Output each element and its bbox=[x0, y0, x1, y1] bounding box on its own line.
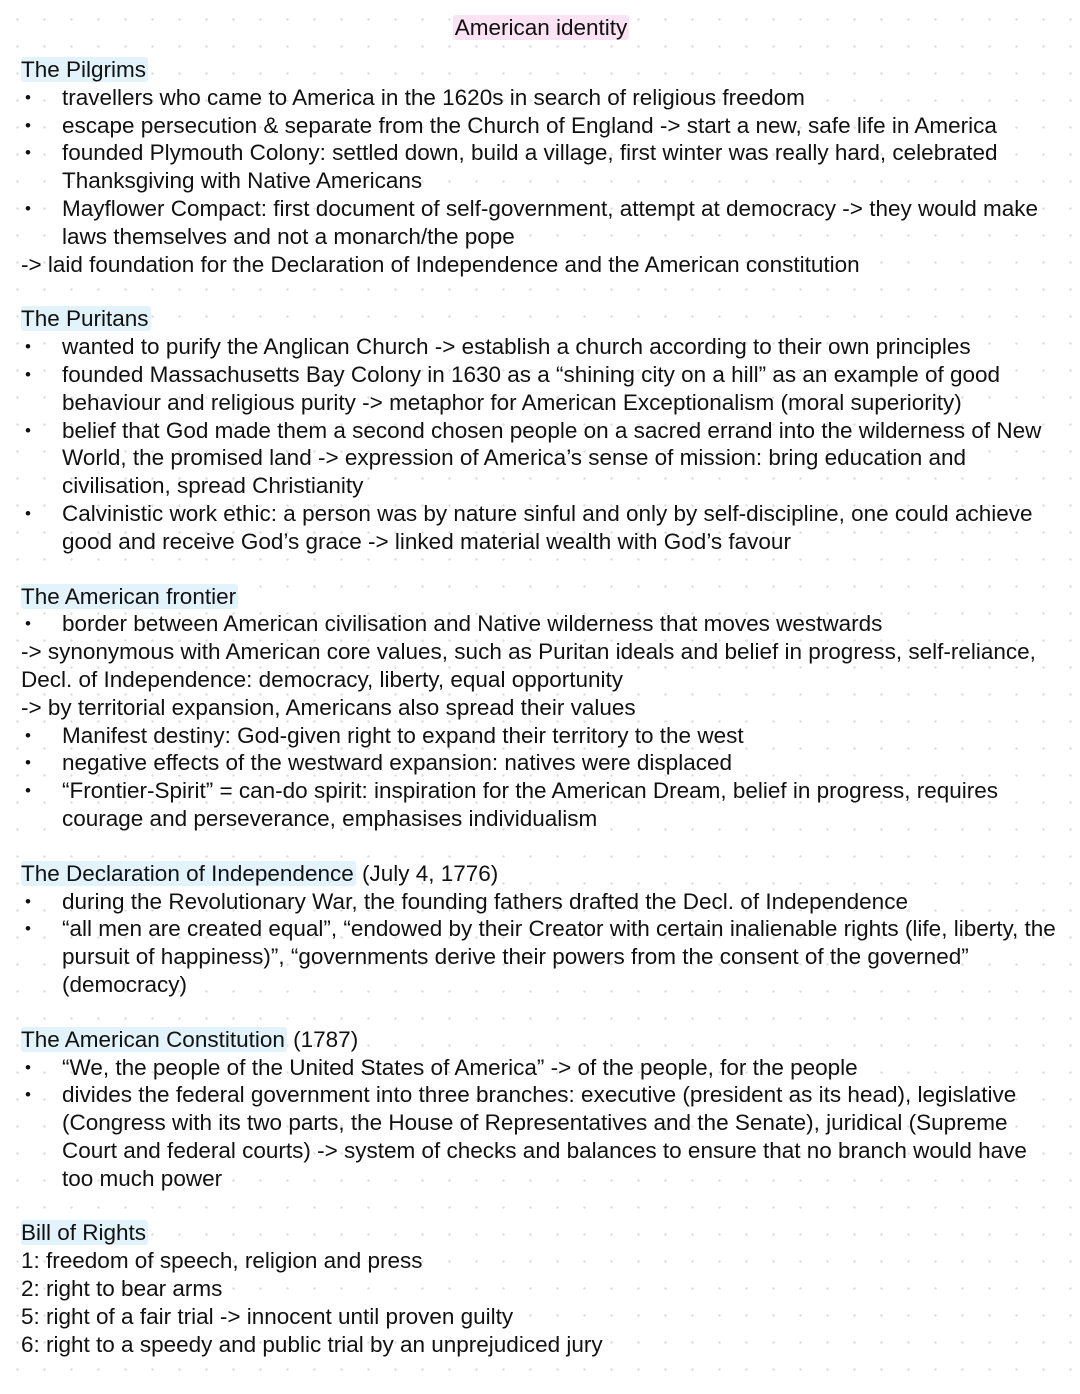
rights-line: 5: right of a fair trial -> innocent until proven guilty bbox=[21, 1303, 514, 1329]
list-item: • Mayflower Compact: first document of self-government, attempt at democracy -> they would make laws themselves and not a monarch/the pope bbox=[21, 195, 1061, 251]
list-item: • belief that God made them a second chosen people on a sacred errand into the wilderness of New World, the promised land -> expression of America’s sense of mission: bring education and civilisation, spread Christianity bbox=[21, 417, 1061, 500]
heading-text: The Puritans bbox=[21, 306, 149, 332]
notes-page bbox=[21, 14, 1061, 1385]
section-pilgrims bbox=[21, 56, 1061, 278]
bullet-list bbox=[21, 722, 1061, 833]
list-item: • Calvinistic work ethic: a person was by nature sinful and only by self-discipline, one could achieve good and receive God’s grace -> linked material wealth with God’s favour bbox=[21, 500, 1061, 556]
heading-date: (July 4, 1776) bbox=[355, 860, 499, 886]
section-constitution bbox=[21, 1026, 1061, 1193]
section-puritans bbox=[21, 305, 1061, 555]
list-item: • Manifest destiny: God-given right to expand their territory to the west bbox=[21, 722, 1061, 750]
bullet-list bbox=[21, 888, 1061, 999]
section-declaration bbox=[21, 860, 1061, 999]
list-item: • founded Plymouth Colony: settled down, build a village, first winter was really hard, celebrated Thanksgiving with Native Americans bbox=[21, 139, 1061, 195]
rights-line: 1: freedom of speech, religion and press bbox=[21, 1248, 423, 1274]
list-item: • border between American civilisation and Native wilderness that moves westwards bbox=[21, 610, 1061, 638]
rights-line: 2: right to bear arms bbox=[21, 1276, 223, 1302]
section-heading bbox=[21, 1026, 1061, 1054]
arrow-note: -> by territorial expansion, Americans also spread their values bbox=[21, 694, 636, 720]
arrow-note: -> laid foundation for the Declaration of Independence and the American constitution bbox=[21, 251, 860, 277]
heading-text: Bill of Rights bbox=[21, 1220, 147, 1246]
list-item: • founded Massachusetts Bay Colony in 1630 as a “shining city on a hill” as an example of good behaviour and religious purity -> metaphor for American Exceptionalism (moral superiority) bbox=[21, 361, 1061, 417]
rights-line: 6: right to a speedy and public trial by an unprejudiced jury bbox=[21, 1331, 603, 1357]
list-item: • “Frontier-Spirit” = can-do spirit: inspiration for the American Dream, belief in progress, requires courage and perseverance, emphasises individualism bbox=[21, 777, 1061, 833]
heading-text: The Declaration of Independence bbox=[21, 860, 354, 886]
heading-text: The American frontier bbox=[21, 583, 237, 609]
section-heading bbox=[21, 56, 1061, 84]
section-heading bbox=[21, 583, 1061, 611]
section-bill-of-rights bbox=[21, 1219, 1061, 1358]
section-heading bbox=[21, 1219, 1061, 1247]
list-item: • during the Revolutionary War, the founding fathers drafted the Decl. of Independence bbox=[21, 888, 1061, 916]
list-item: • escape persecution & separate from the Church of England -> start a new, safe life in America bbox=[21, 112, 1061, 140]
bullet-list bbox=[21, 1054, 1061, 1193]
page-title-text: American identity bbox=[454, 15, 628, 40]
list-item: • wanted to purify the Anglican Church -> establish a church according to their own principles bbox=[21, 333, 1061, 361]
list-item: • negative effects of the westward expansion: natives were displaced bbox=[21, 749, 1061, 777]
section-heading bbox=[21, 305, 1061, 333]
list-item: • travellers who came to America in the 1620s in search of religious freedom bbox=[21, 84, 1061, 112]
list-item: • divides the federal government into three branches: executive (president as its head), legislative (Congress with its two parts, the House of Representatives and the Senate), juridical (Supreme Court and federal courts) -> system of checks and balances to ensure that no branch would have too much power bbox=[21, 1081, 1061, 1192]
bullet-list bbox=[21, 333, 1061, 555]
list-item: • “We, the people of the United States of America” -> of the people, for the people bbox=[21, 1054, 1061, 1082]
heading-text: The American Constitution bbox=[21, 1026, 285, 1052]
bullet-list bbox=[21, 610, 1061, 638]
heading-date: (1787) bbox=[286, 1026, 359, 1052]
section-heading bbox=[21, 860, 1061, 888]
list-item: • “all men are created equal”, “endowed by their Creator with certain inalienable rights (life, liberty, the pursuit of happiness)”, “governments derive their powers from the consent of the governed” (democracy) bbox=[21, 915, 1061, 998]
section-frontier bbox=[21, 583, 1061, 833]
arrow-note: -> synonymous with American core values, such as Puritan ideals and belief in progress, self-reliance, Decl. of Independence: democracy, liberty, equal opportunity bbox=[21, 639, 1036, 692]
bullet-list bbox=[21, 84, 1061, 251]
heading-text: The Pilgrims bbox=[21, 57, 147, 82]
page-title bbox=[21, 14, 1061, 42]
